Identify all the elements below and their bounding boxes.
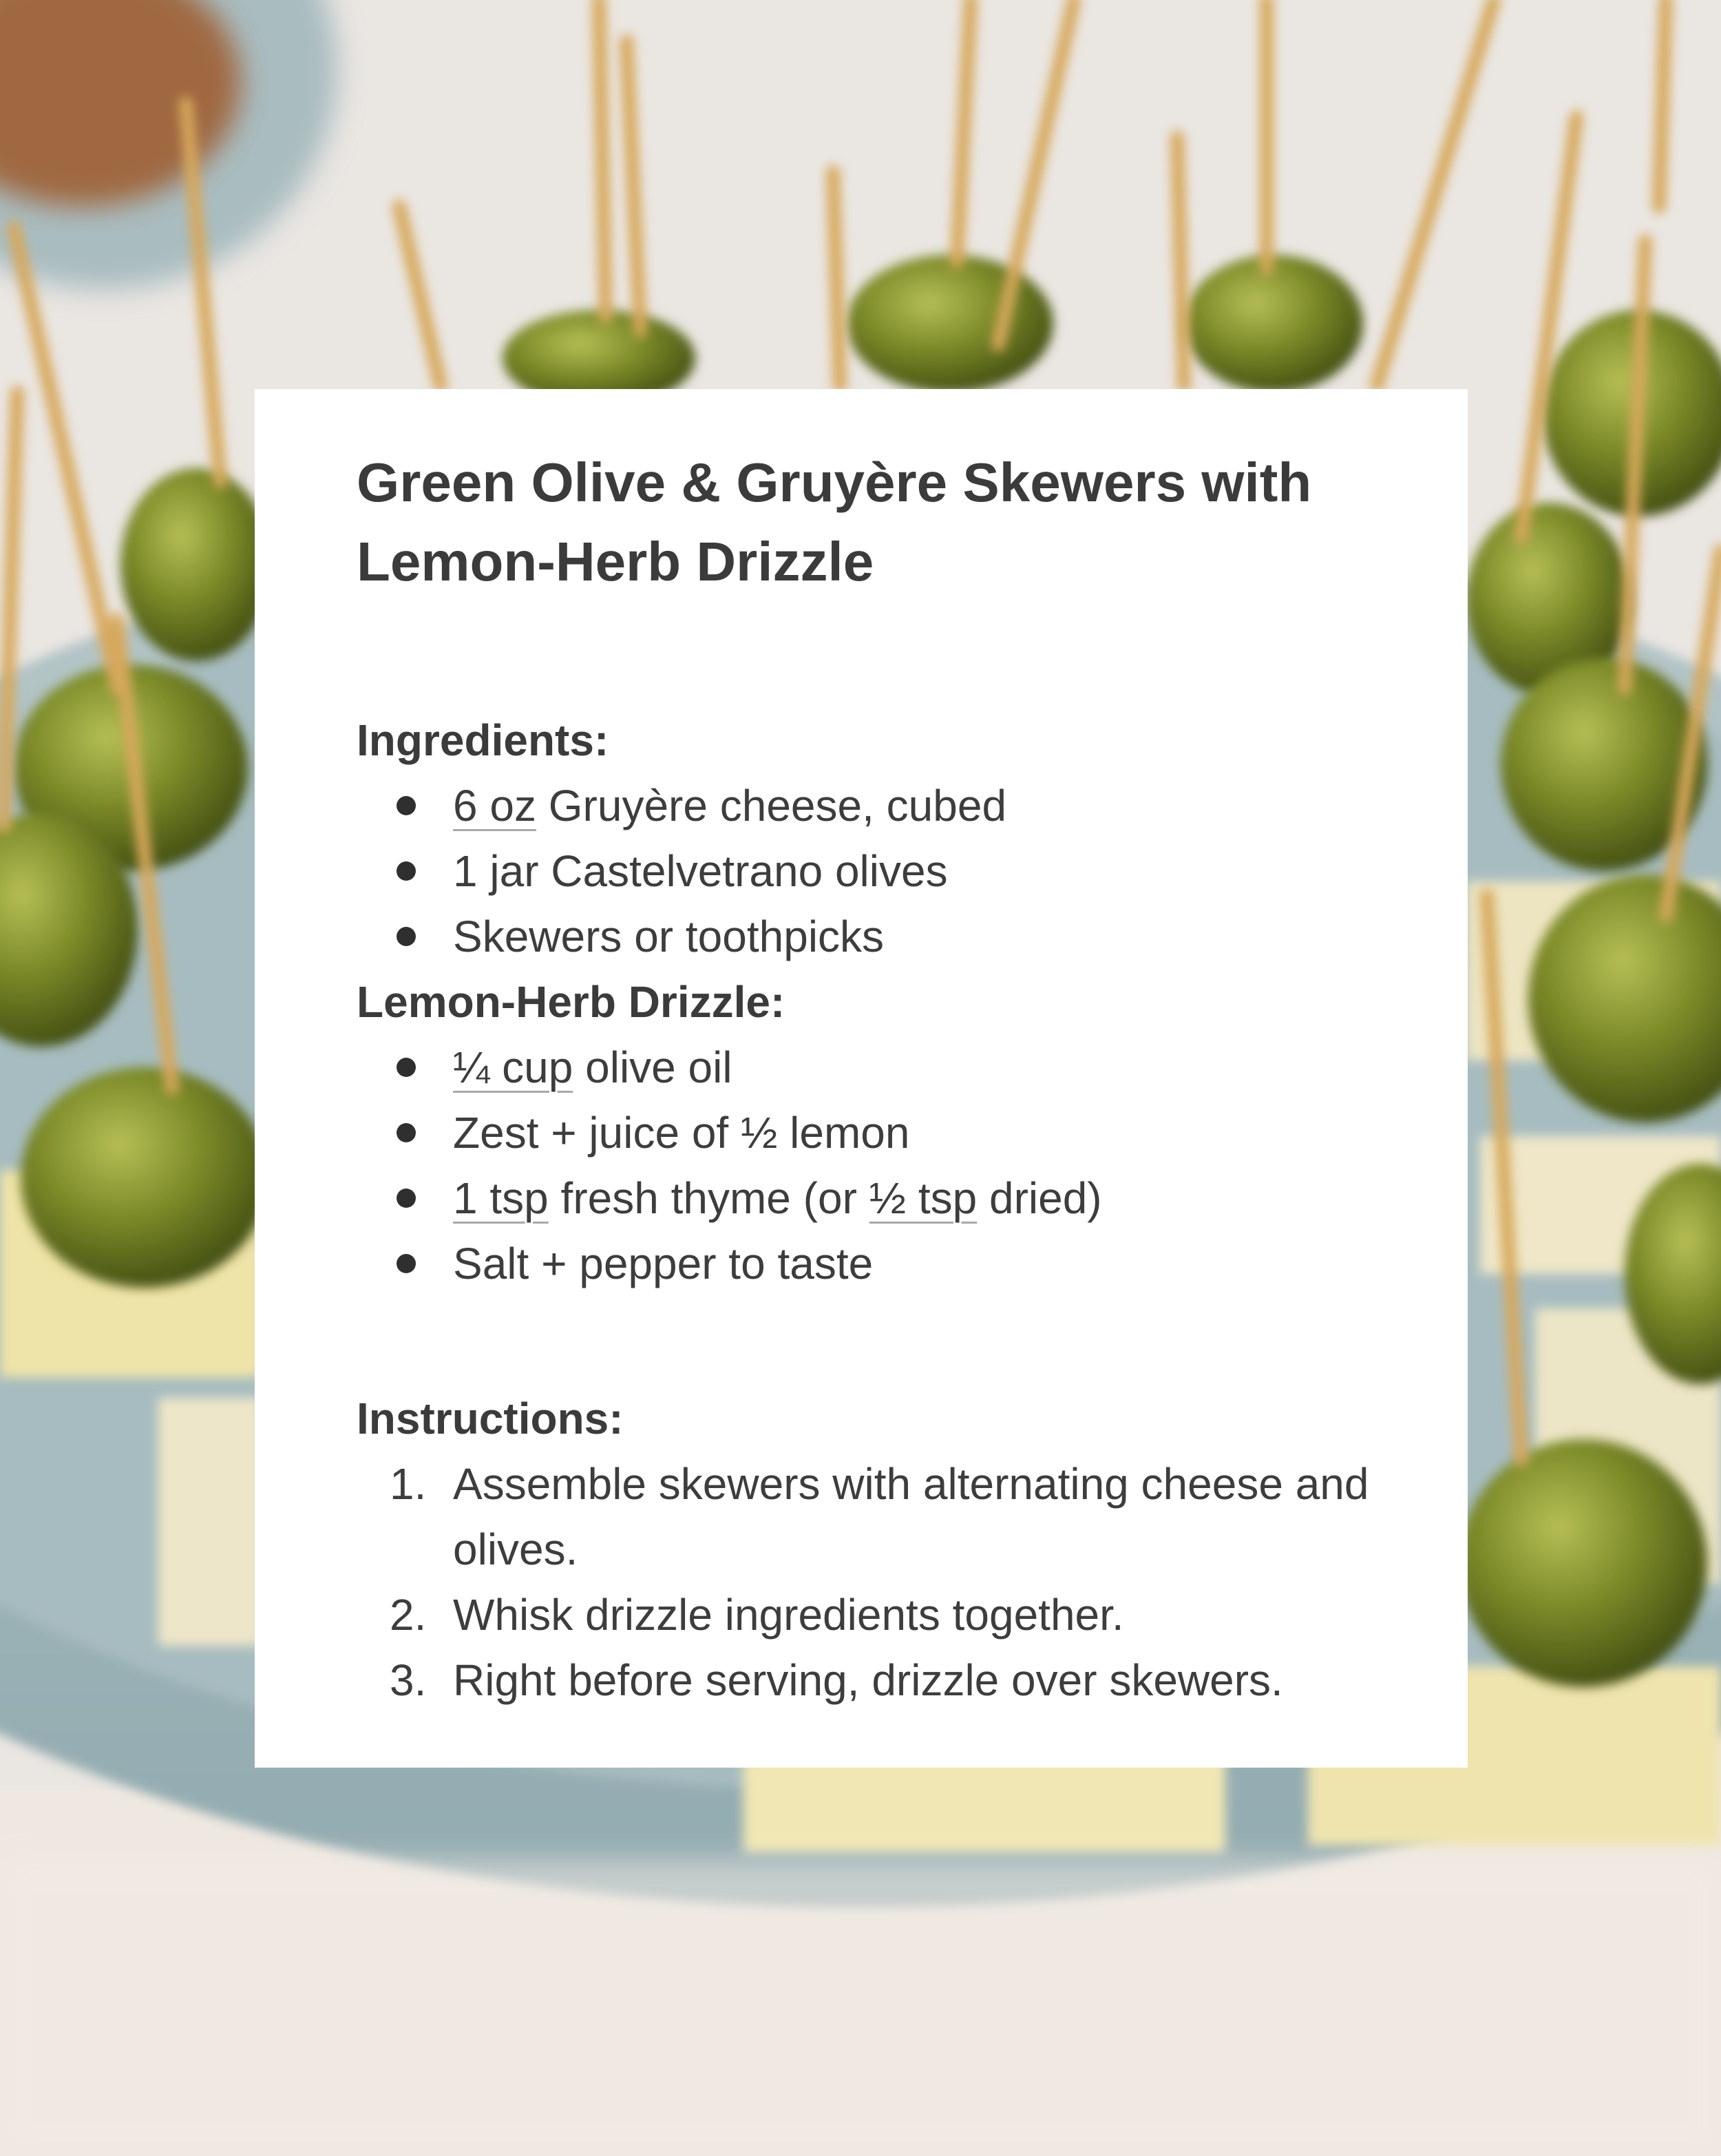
list-item bbox=[357, 1035, 1371, 1100]
step-number: 2. bbox=[390, 1590, 427, 1640]
drizzle-list bbox=[357, 1035, 1371, 1297]
ingredient-text: Gruyère cheese, cubed bbox=[536, 781, 1007, 830]
list-item bbox=[357, 904, 1371, 970]
recipe-title-line-2: Lemon-Herb Drizzle bbox=[357, 531, 874, 592]
list-item bbox=[357, 839, 1371, 904]
bullet-icon bbox=[397, 861, 416, 881]
instruction-step bbox=[357, 1582, 1371, 1648]
bullet-icon bbox=[397, 1123, 416, 1142]
ingredient-text: olive oil bbox=[573, 1043, 732, 1092]
ingredient-text: dried) bbox=[977, 1173, 1102, 1223]
list-item bbox=[357, 1100, 1371, 1166]
quantity-link[interactable]: ½ tsp bbox=[869, 1173, 978, 1223]
recipe-title bbox=[357, 443, 1371, 601]
step-text: Whisk drizzle ingredients together. bbox=[453, 1590, 1124, 1640]
ingredients-heading: Ingredients: bbox=[357, 715, 609, 765]
ingredient-text: Salt + pepper to taste bbox=[453, 1239, 874, 1288]
drizzle-heading: Lemon-Herb Drizzle: bbox=[357, 977, 785, 1027]
ingredients-list bbox=[357, 773, 1371, 970]
quantity-link[interactable]: 1 tsp bbox=[453, 1173, 549, 1223]
instruction-step bbox=[357, 1648, 1371, 1713]
recipe-card bbox=[255, 389, 1468, 1768]
recipe-title-line-1: Green Olive & Gruyère Skewers with bbox=[357, 452, 1312, 513]
bullet-icon bbox=[397, 796, 416, 815]
ingredient-text: Zest + juice of ½ lemon bbox=[453, 1108, 910, 1158]
instructions-heading: Instructions: bbox=[357, 1394, 624, 1443]
ingredient-text: fresh thyme (or bbox=[548, 1173, 869, 1223]
instructions-list bbox=[357, 1452, 1371, 1713]
step-number: 1. bbox=[390, 1459, 427, 1509]
bullet-icon bbox=[397, 927, 416, 946]
list-item bbox=[357, 1166, 1371, 1231]
step-text: Assemble skewers with alternating cheese and olives. bbox=[453, 1459, 1369, 1574]
instruction-step bbox=[357, 1452, 1371, 1582]
bullet-icon bbox=[397, 1058, 416, 1077]
step-number: 3. bbox=[390, 1655, 427, 1705]
ingredient-text: 1 jar Castelvetrano olives bbox=[453, 846, 948, 896]
list-item bbox=[357, 773, 1371, 839]
ingredient-text: Skewers or toothpicks bbox=[453, 912, 885, 961]
quantity-link[interactable]: ¼ cup bbox=[453, 1043, 573, 1092]
list-item bbox=[357, 1231, 1371, 1297]
quantity-link[interactable]: 6 oz bbox=[453, 781, 536, 830]
bullet-icon bbox=[397, 1189, 416, 1208]
step-text: Right before serving, drizzle over skewers. bbox=[453, 1655, 1283, 1705]
bullet-icon bbox=[397, 1254, 416, 1273]
